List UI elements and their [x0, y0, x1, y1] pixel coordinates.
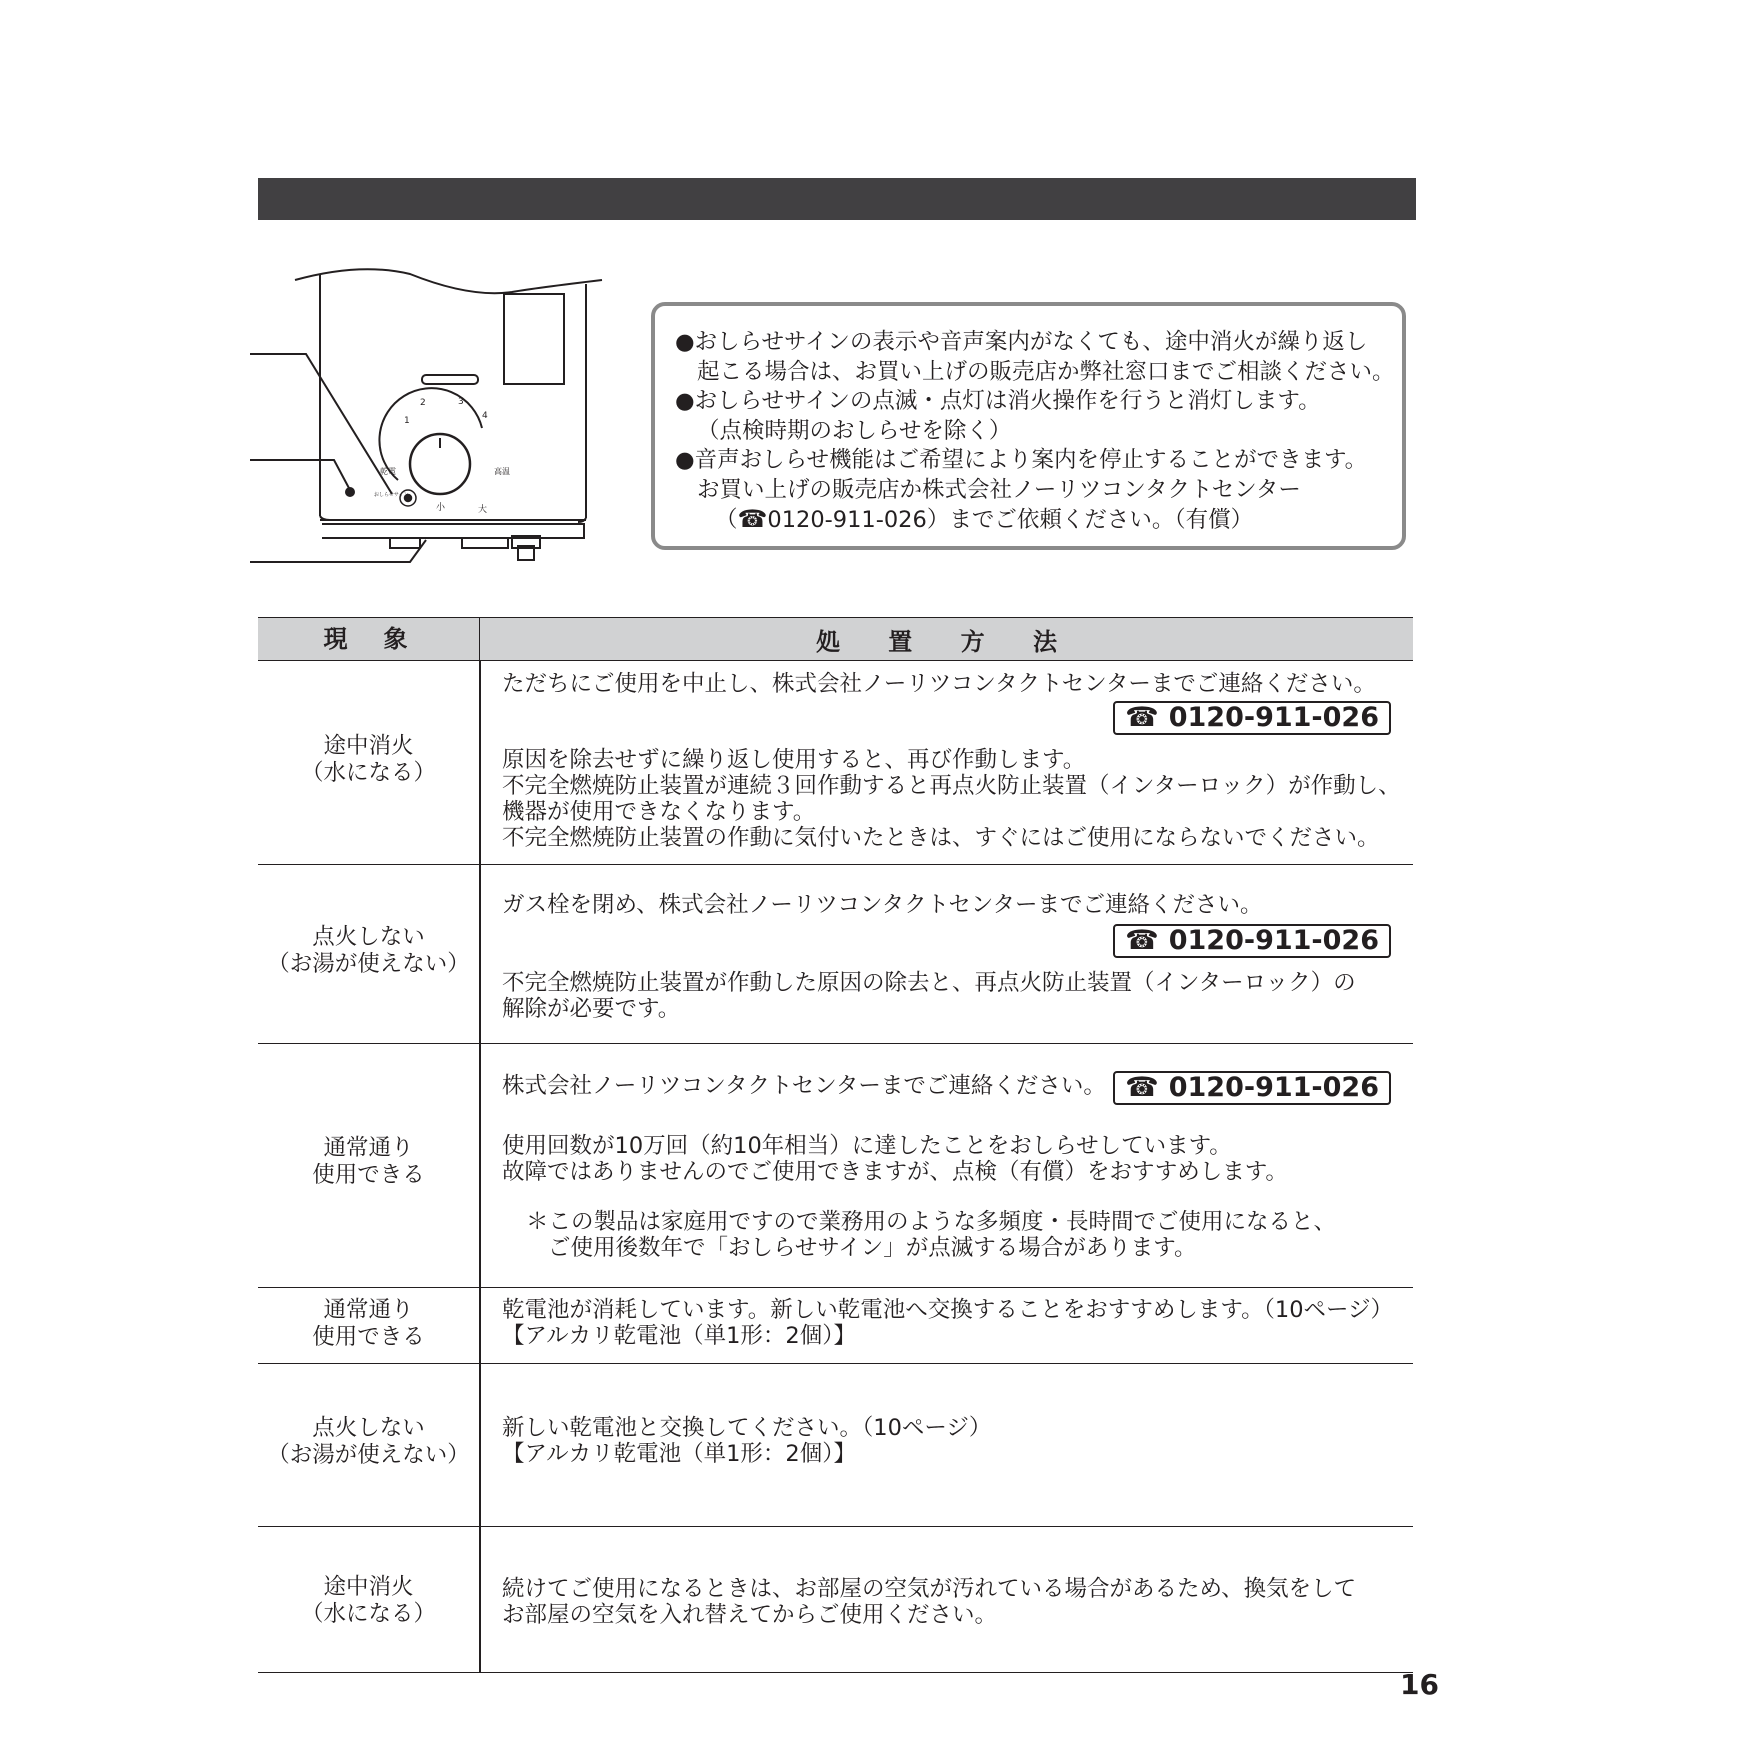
remedy-line: 新しい乾電池と交換してください。（10ページ） — [502, 1415, 992, 1441]
header-symptom: 現 象 — [258, 618, 480, 661]
notice-paren: （ — [715, 507, 738, 533]
notice-line: ●おしらせサインの点滅・点灯は消火操作を行うと消灯します。 — [675, 388, 1321, 414]
phone-icon: ☎ — [1125, 925, 1159, 956]
page-number: 16 — [1400, 1668, 1439, 1701]
symptom-line: （水になる） — [300, 1601, 436, 1627]
notice-tel: 0120-911-026 — [767, 507, 927, 533]
remedy-line: お部屋の空気を入れ替えてからご使用ください。 — [502, 1602, 998, 1628]
remedy-line: 機器が使用できなくなります。 — [502, 799, 816, 825]
dial-label-right: 高温 — [494, 467, 510, 476]
dial-label-small: 小 — [436, 503, 446, 513]
notice-line: ●おしらせサインの表示や音声案内がなくても、途中消火が繰り返し — [675, 329, 1368, 355]
dial-number-1: 1 — [404, 416, 410, 426]
symptom-line: 途中消火 — [323, 1574, 414, 1600]
symptom-line: 点火しない — [312, 1415, 425, 1441]
remedy-line: 不完全燃焼防止装置が作動した原因の除去と、再点火防止装置（インターロック）の — [502, 970, 1356, 996]
phone-number-box — [1113, 701, 1391, 735]
symptom-cell — [258, 1297, 479, 1351]
notice-line: 起こる場合は、お買い上げの販売店か弊社窓口までご相談ください。 — [697, 358, 1395, 385]
section-header-bar — [258, 178, 1416, 220]
symptom-line: 使用できる — [312, 1162, 425, 1188]
phone-number: 0120-911-026 — [1168, 1072, 1379, 1103]
table-row — [258, 1526, 1413, 1673]
remedy-line: 【アルカリ乾電池（単1形：2個）】 — [502, 1441, 856, 1467]
remedy-line: 【アルカリ乾電池（単1形：2個）】 — [502, 1323, 856, 1349]
dial-label-left: 乾電 — [380, 467, 396, 476]
phone-number: 0120-911-026 — [1168, 702, 1379, 733]
table-row — [258, 864, 1413, 1044]
column-divider — [479, 1526, 481, 1672]
remedy-line: ただちにご使用を中止し、株式会社ノーリツコンタクトセンターまでご連絡ください。 — [502, 671, 1376, 697]
dial-number-3: 3 — [458, 397, 464, 407]
symptom-line: （お湯が使えない） — [267, 1442, 470, 1468]
pointer-dot — [345, 487, 355, 497]
symptom-line: 点火しない — [312, 924, 425, 950]
table-row — [258, 1287, 1413, 1364]
dial-number-2: 2 — [420, 398, 426, 408]
column-divider — [479, 661, 481, 864]
symptom-cell — [258, 1135, 479, 1189]
symptom-line: 通常通り — [323, 1297, 414, 1323]
column-divider — [479, 864, 481, 1043]
remedy-line: 原因を除去せずに繰り返し使用すると、再び作動します。 — [502, 747, 1086, 773]
phone-icon: ☎ — [1125, 1072, 1159, 1103]
column-divider — [479, 1287, 481, 1363]
notice-box — [651, 302, 1406, 550]
column-divider — [479, 1363, 481, 1526]
header-remedy: 処 置 方 法 — [480, 618, 1414, 661]
phone-number-box — [1113, 1071, 1391, 1105]
notice-rest: ）までご依頼ください。（有償） — [926, 507, 1254, 533]
remedy-note: ＊この製品は家庭用ですので業務用のような多頻度・長時間でご使用になると、 — [526, 1209, 1337, 1235]
dial-label-large: 大 — [478, 505, 488, 515]
table-row — [258, 1363, 1413, 1527]
remedy-line: 不完全燃焼防止装置が連続３回作動すると再点火防止装置（インターロック）が作動し、 — [502, 773, 1401, 799]
remedy-line: 株式会社ノーリツコンタクトセンターまでご連絡ください。 — [502, 1073, 1106, 1099]
remedy-line: 不完全燃焼防止装置の作動に気付いたときは、すぐにはご使用にならないでください。 — [502, 825, 1380, 851]
symptom-cell — [258, 924, 479, 978]
symptom-line: （お湯が使えない） — [267, 951, 470, 977]
symptom-cell — [258, 1574, 479, 1628]
symptom-line: 途中消火 — [323, 733, 414, 759]
column-divider — [479, 1043, 481, 1287]
remedy-line: 解除が必要です。 — [502, 996, 681, 1022]
phone-number-box — [1113, 924, 1391, 958]
table-header-row — [258, 618, 1413, 661]
symptom-line: 通常通り — [323, 1135, 414, 1161]
troubleshooting-table — [258, 617, 1413, 661]
symptom-line: （水になる） — [300, 760, 436, 786]
water-heater-illustration — [250, 268, 620, 578]
phone-icon: ☎ — [1125, 702, 1159, 733]
remedy-line: 乾電池が消耗しています。新しい乾電池へ交換することをおすすめします。（10ページ） — [502, 1297, 1394, 1323]
dial-number-4: 4 — [482, 411, 488, 421]
remedy-line: 故障ではありませんのでご使用できますが、点検（有償）をおすすめします。 — [502, 1159, 1288, 1185]
remedy-line: 使用回数が10万回（約10年相当）に達したことをおしらせしています。 — [502, 1133, 1232, 1159]
symptom-line: 使用できる — [312, 1324, 425, 1350]
notice-line: お買い上げの販売店か株式会社ノーリツコンタクトセンター — [697, 476, 1301, 503]
remedy-note: ご使用後数年で「おしらせサイン」が点滅する場合があります。 — [548, 1235, 1197, 1261]
remedy-line: ガス栓を閉め、株式会社ノーリツコンタクトセンターまでご連絡ください。 — [502, 892, 1263, 918]
remedy-line: 続けてご使用になるときは、お部屋の空気が汚れている場合があるため、換気をして — [502, 1576, 1357, 1602]
symptom-cell — [258, 1415, 479, 1469]
phone-number: 0120-911-026 — [1168, 925, 1379, 956]
table-row — [258, 661, 1413, 865]
phone-icon: ☎ — [737, 505, 768, 533]
sign-label: おしらせサイン — [374, 492, 409, 498]
notice-line: （点検時期のおしらせを除く） — [697, 417, 1012, 444]
notice-line: ●音声おしらせ機能はご希望により案内を停止することができます。 — [675, 447, 1368, 473]
table-row — [258, 1043, 1413, 1288]
notice-line — [675, 505, 1402, 536]
symptom-cell — [258, 733, 479, 787]
